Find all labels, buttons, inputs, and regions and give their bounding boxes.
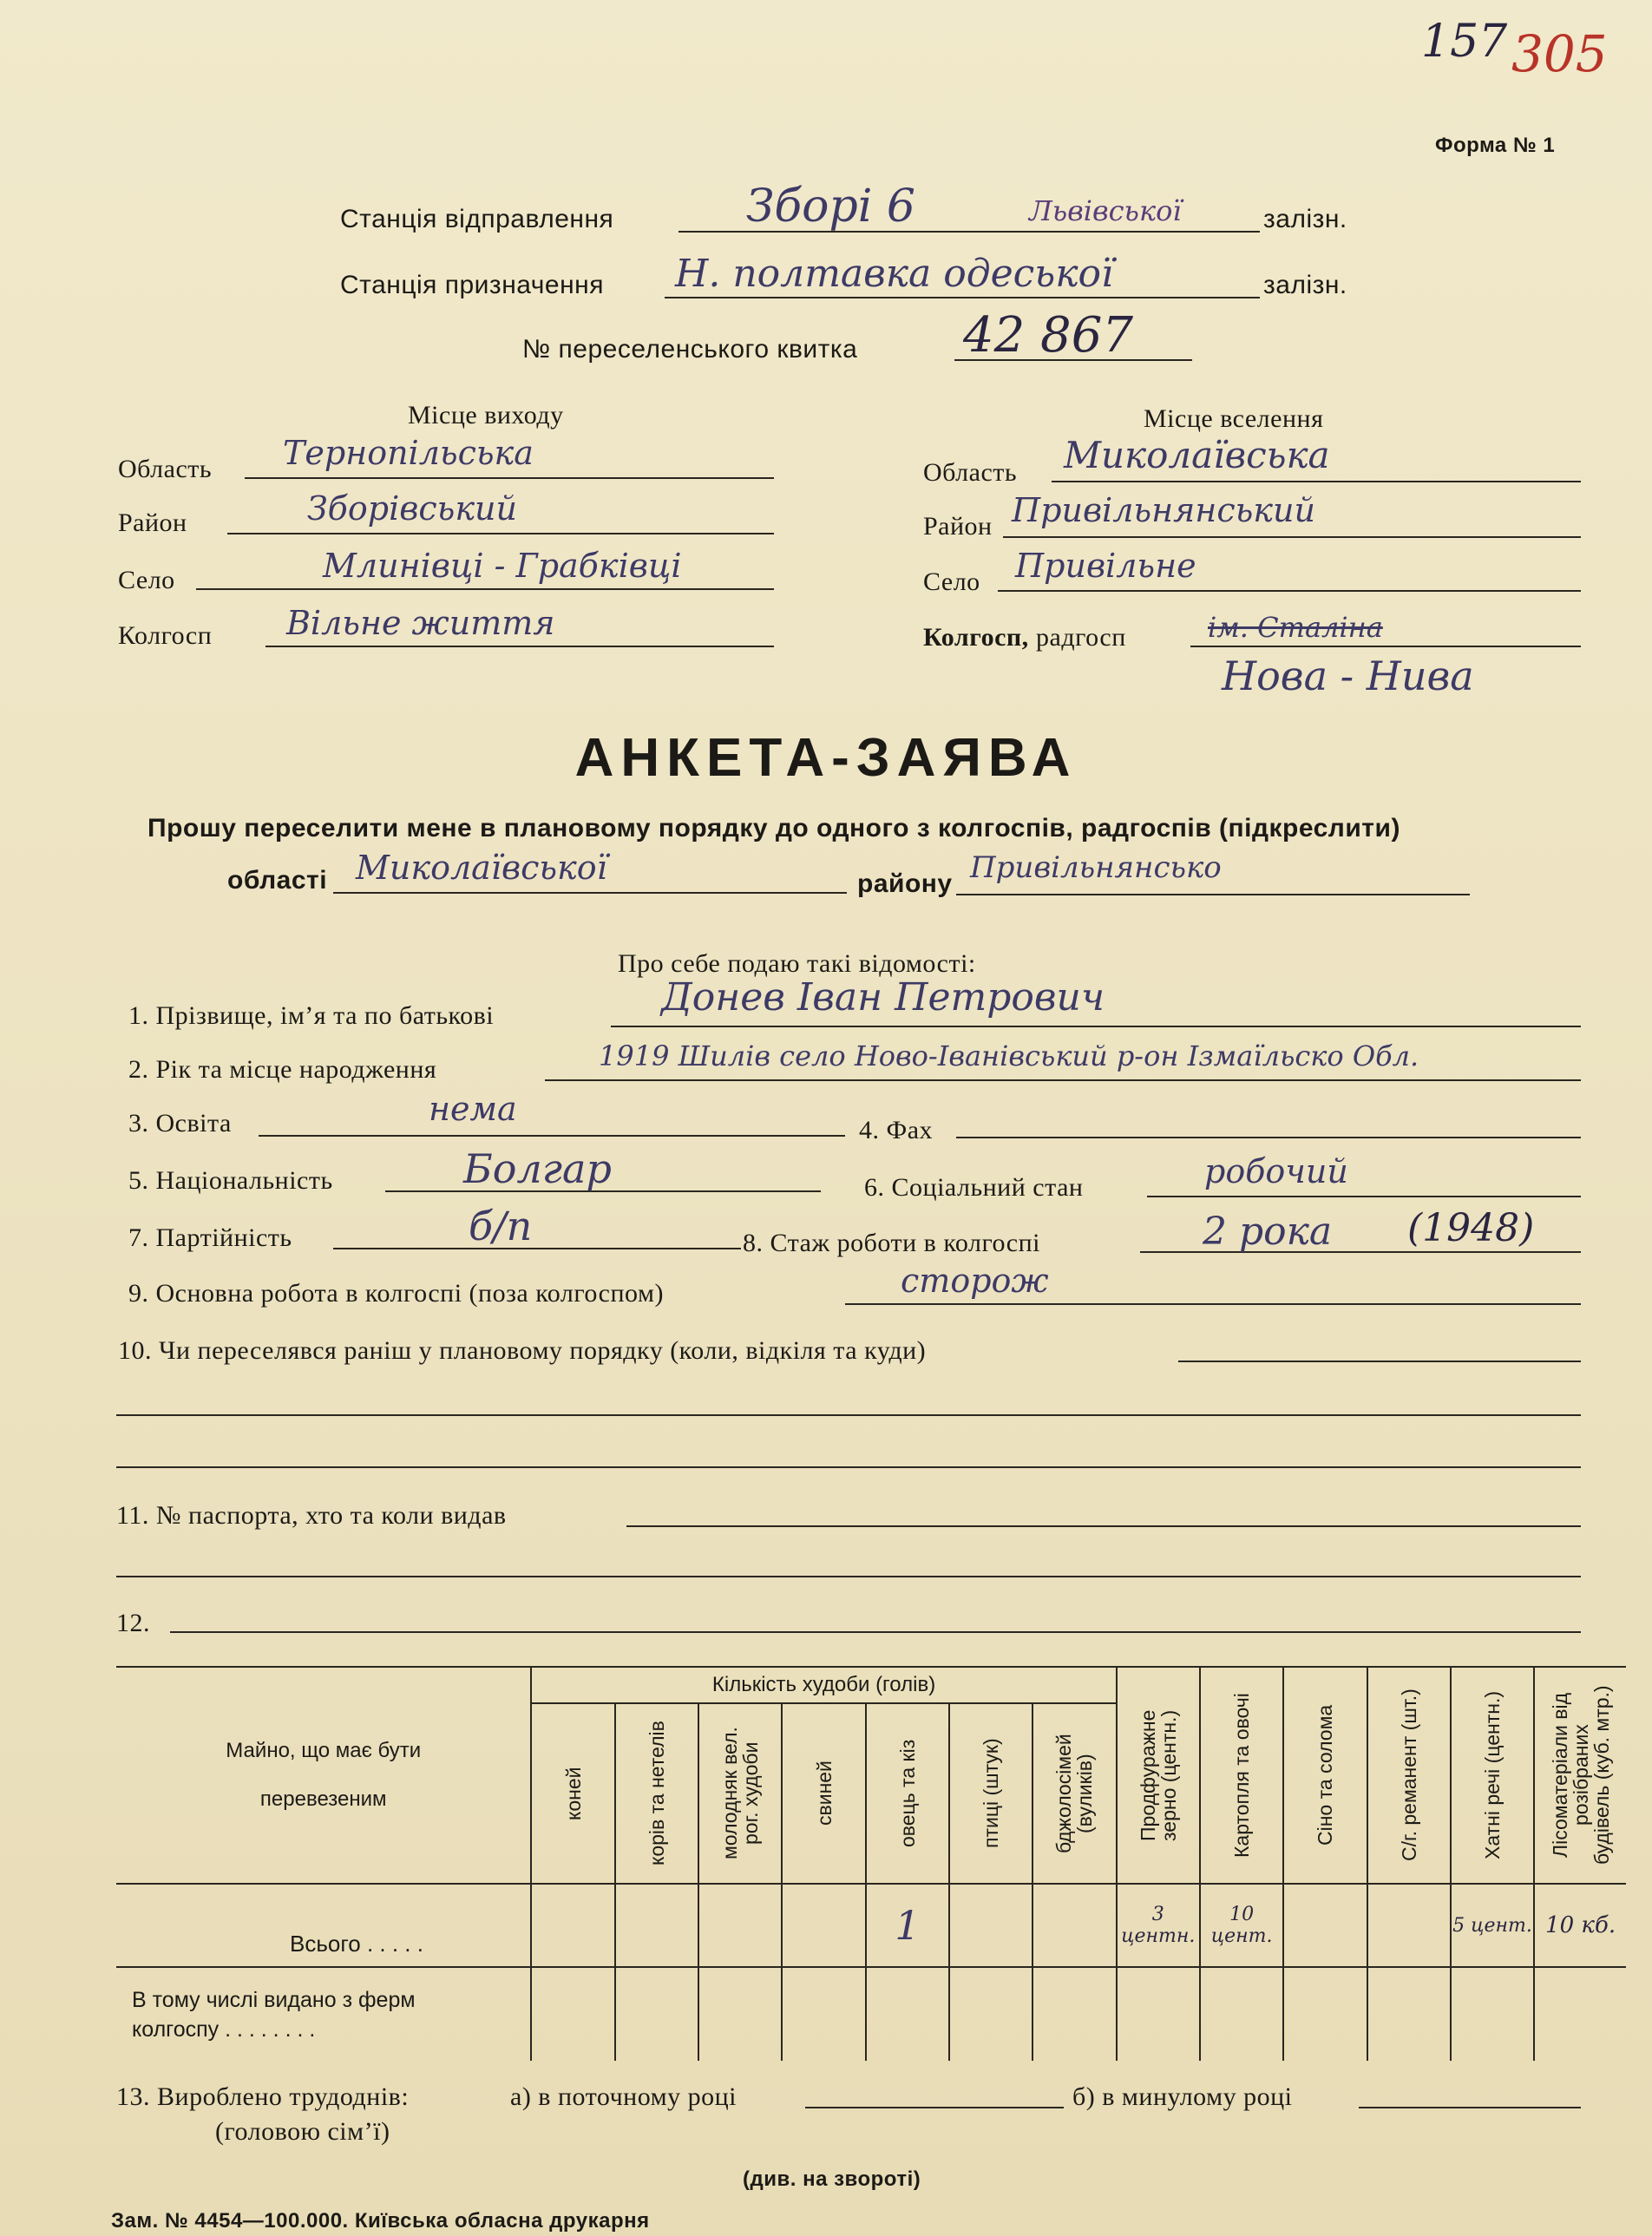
field-9-label: 9. Основна робота в колгоспі (поза колгоспом) xyxy=(128,1279,664,1308)
field-7-line xyxy=(333,1248,741,1249)
total-bees xyxy=(1032,1884,1116,1967)
col-grain: Продфуражне зерно (центн.) xyxy=(1136,1709,1180,1841)
origin-selo-value: Млинівці - Грабківці xyxy=(323,547,682,585)
total-horses xyxy=(531,1884,614,1967)
col-hay: Сіно та солома xyxy=(1314,1704,1337,1846)
livestock-header: Кількість худоби (голів) xyxy=(531,1667,1116,1703)
field-1-line xyxy=(611,1026,1581,1027)
request-oblast-value: Миколаївської xyxy=(356,849,607,887)
col-timber: Лісоматеріали від розібраних будівель (куб. мтр.) xyxy=(1548,1685,1613,1866)
field-3-label: 3. Освіта xyxy=(128,1109,232,1138)
destination-heading: Місце вселення xyxy=(1144,404,1324,433)
col-young-cattle: молодняк вел. рог. худоби xyxy=(718,1727,763,1860)
workdays-a-label: а) в поточному році xyxy=(510,2082,738,2111)
destination-station-value: Н. полтавка одеської xyxy=(675,252,1114,296)
destination-raion-line xyxy=(1003,536,1581,538)
printer-note: Зам. № 4454—100.000. Київська обласна друкарня xyxy=(111,2209,650,2233)
table-row-total xyxy=(116,1884,1626,1967)
col-potatoes: Картопля та овочі xyxy=(1230,1693,1254,1858)
ticket-number-value: 42 867 xyxy=(963,307,1133,364)
total-household: 5 цент. xyxy=(1451,1884,1534,1967)
destination-kolhosp-line xyxy=(1190,646,1581,647)
field-4-label: 4. Фах xyxy=(859,1116,934,1144)
origin-heading: Місце виходу xyxy=(408,401,564,429)
total-timber: 10 кб. xyxy=(1534,1884,1626,1967)
destination-oblast-label: Область xyxy=(923,458,1018,487)
total-grain: 3 центн. xyxy=(1117,1884,1200,1967)
departure-railway-value: Львівської xyxy=(1029,194,1182,227)
origin-raion-line xyxy=(227,533,774,534)
workdays-label: 13. Вироблено трудоднів: xyxy=(116,2082,410,2111)
field-5-label: 5. Національність xyxy=(128,1166,333,1195)
field-11-line-2 xyxy=(116,1576,1581,1577)
field-11-label: 11. № паспорта, хто та коли видав xyxy=(116,1501,507,1530)
total-young-cattle xyxy=(698,1884,782,1967)
field-10-label: 10. Чи переселявся раніш у плановому порядку (коли, відкіля та куди) xyxy=(118,1336,927,1365)
property-header-cell xyxy=(116,1667,531,1884)
destination-oblast-value: Миколаївська xyxy=(1064,434,1330,476)
field-6-value: робочий xyxy=(1204,1152,1348,1190)
total-cows xyxy=(615,1884,698,1967)
col-sheep-goats: овець та кіз xyxy=(895,1739,919,1848)
destination-station-line xyxy=(665,297,1260,298)
field-12-line xyxy=(170,1631,1581,1633)
ticket-number-label: № переселенського квитка xyxy=(522,335,858,364)
total-potatoes: 10 цент. xyxy=(1200,1884,1283,1967)
archive-number: 157 xyxy=(1421,16,1508,68)
field-9-value: сторож xyxy=(901,1262,1049,1300)
table-row-farm xyxy=(116,1967,1626,2061)
field-6-line xyxy=(1147,1196,1581,1197)
total-poultry xyxy=(949,1884,1032,1967)
total-hay xyxy=(1283,1884,1367,1967)
document-title: АНКЕТА-ЗАЯВА xyxy=(574,728,1078,788)
origin-selo-line xyxy=(196,588,774,590)
destination-kolhosp-value: Нова - Нива xyxy=(1222,652,1474,699)
destination-oblast-line xyxy=(1052,481,1581,482)
total-tools xyxy=(1367,1884,1451,1967)
request-raion-line xyxy=(956,894,1470,895)
destination-station-label: Станція призначення xyxy=(340,271,604,299)
field-12-label: 12. xyxy=(116,1609,150,1637)
col-horses: коней xyxy=(561,1767,585,1820)
origin-oblast-value: Тернопільська xyxy=(283,434,534,472)
destination-kolhosp-struck: ім. Сталіна xyxy=(1208,611,1383,644)
railway-label-2: залізн. xyxy=(1263,271,1347,299)
workdays-sub: (головою сім’ї) xyxy=(215,2117,390,2146)
request-oblast-line xyxy=(333,892,847,894)
destination-selo-label: Село xyxy=(923,567,980,596)
origin-selo-label: Село xyxy=(118,566,175,594)
field-2-value: 1919 Шилів село Ново-Іванівський р-он Ізмаїльско Обл. xyxy=(599,1039,1419,1072)
col-pigs: свиней xyxy=(812,1761,836,1826)
col-poultry: птиці (штук) xyxy=(980,1738,1003,1849)
destination-selo-value: Привільне xyxy=(1015,547,1196,585)
departure-station-label: Станція відправлення xyxy=(340,205,614,233)
field-9-line xyxy=(845,1303,1581,1305)
col-bees: бджолосімей (вуликів) xyxy=(1052,1734,1097,1853)
origin-oblast-label: Область xyxy=(118,455,213,483)
row-farm-label: В тому числі видано з ферм колгоспу . . . . . . . . xyxy=(132,1987,416,2042)
field-11-line-1 xyxy=(626,1525,1581,1527)
field-8-value: 2 рока xyxy=(1203,1210,1333,1254)
field-10-line-3 xyxy=(116,1466,1581,1468)
origin-kolhosp-value: Вільне життя xyxy=(286,604,555,642)
col-tools: С/г. реманент (шт.) xyxy=(1397,1688,1420,1862)
field-7-value: б/п xyxy=(469,1203,533,1249)
workdays-b-line xyxy=(1359,2107,1581,2108)
field-3-line xyxy=(259,1135,845,1137)
origin-oblast-line xyxy=(245,477,774,479)
request-oblast-label: області xyxy=(227,866,328,895)
request-line: Прошу переселити мене в плановому порядку до одного з колгоспів, радгоспів (підкреслити) xyxy=(148,814,1400,843)
field-1-value: Донев Іван Петрович xyxy=(661,975,1105,1020)
destination-selo-line xyxy=(998,590,1581,592)
field-2-label: 2. Рік та місце народження xyxy=(128,1055,437,1084)
info-heading: Про себе подаю такі відомості: xyxy=(618,949,976,978)
field-7-label: 7. Партійність xyxy=(128,1223,292,1252)
field-10-line-2 xyxy=(116,1414,1581,1416)
field-8-year: (1948) xyxy=(1407,1206,1535,1250)
field-4-line xyxy=(956,1137,1581,1138)
field-2-line xyxy=(545,1079,1581,1081)
origin-kolhosp-line xyxy=(266,646,774,647)
field-6-label: 6. Соціальний стан xyxy=(864,1173,1084,1202)
see-back-note: (див. на звороті) xyxy=(743,2167,921,2191)
destination-radhosp-label: радгосп xyxy=(1036,623,1126,652)
field-5-value: Болгар xyxy=(463,1145,612,1192)
field-1-label: 1. Прізвище, ім’я та по батькові xyxy=(128,1001,495,1030)
property-header: Майно, що має бути перевезеним xyxy=(226,1739,422,1811)
col-household: Хатні речі (центн.) xyxy=(1481,1690,1504,1860)
request-raion-label: району xyxy=(857,869,953,898)
workdays-a-line xyxy=(805,2107,1064,2108)
property-table xyxy=(116,1666,1626,2061)
origin-kolhosp-label: Колгосп xyxy=(118,621,213,650)
row-total-label: Всього . . . . . xyxy=(116,1884,531,1967)
archive-number-red: 305 xyxy=(1511,24,1608,83)
field-8-label: 8. Стаж роботи в колгоспі xyxy=(743,1229,1040,1257)
col-cows: корів та нетелів xyxy=(645,1721,668,1866)
field-3-value: нема xyxy=(429,1090,517,1128)
destination-raion-value: Привільнянський xyxy=(1012,491,1315,529)
workdays-b-label: б) в минулому році xyxy=(1072,2082,1293,2111)
form-number: Форма № 1 xyxy=(1435,134,1556,157)
origin-raion-value: Зборівський xyxy=(307,489,517,528)
field-10-line-1 xyxy=(1178,1361,1581,1362)
railway-label-1: залізн. xyxy=(1263,205,1347,233)
row-farm-label-cell xyxy=(116,1967,531,2061)
request-raion-value: Привільнянсько xyxy=(970,850,1222,885)
total-pigs xyxy=(782,1884,865,1967)
destination-kolhosp-label: Колгосп, xyxy=(923,623,1029,652)
departure-station-value: Зборі 6 xyxy=(746,180,915,233)
destination-raion-label: Район xyxy=(923,512,993,541)
origin-raion-label: Район xyxy=(118,508,187,537)
total-sheep-goats: 1 xyxy=(866,1884,949,1967)
